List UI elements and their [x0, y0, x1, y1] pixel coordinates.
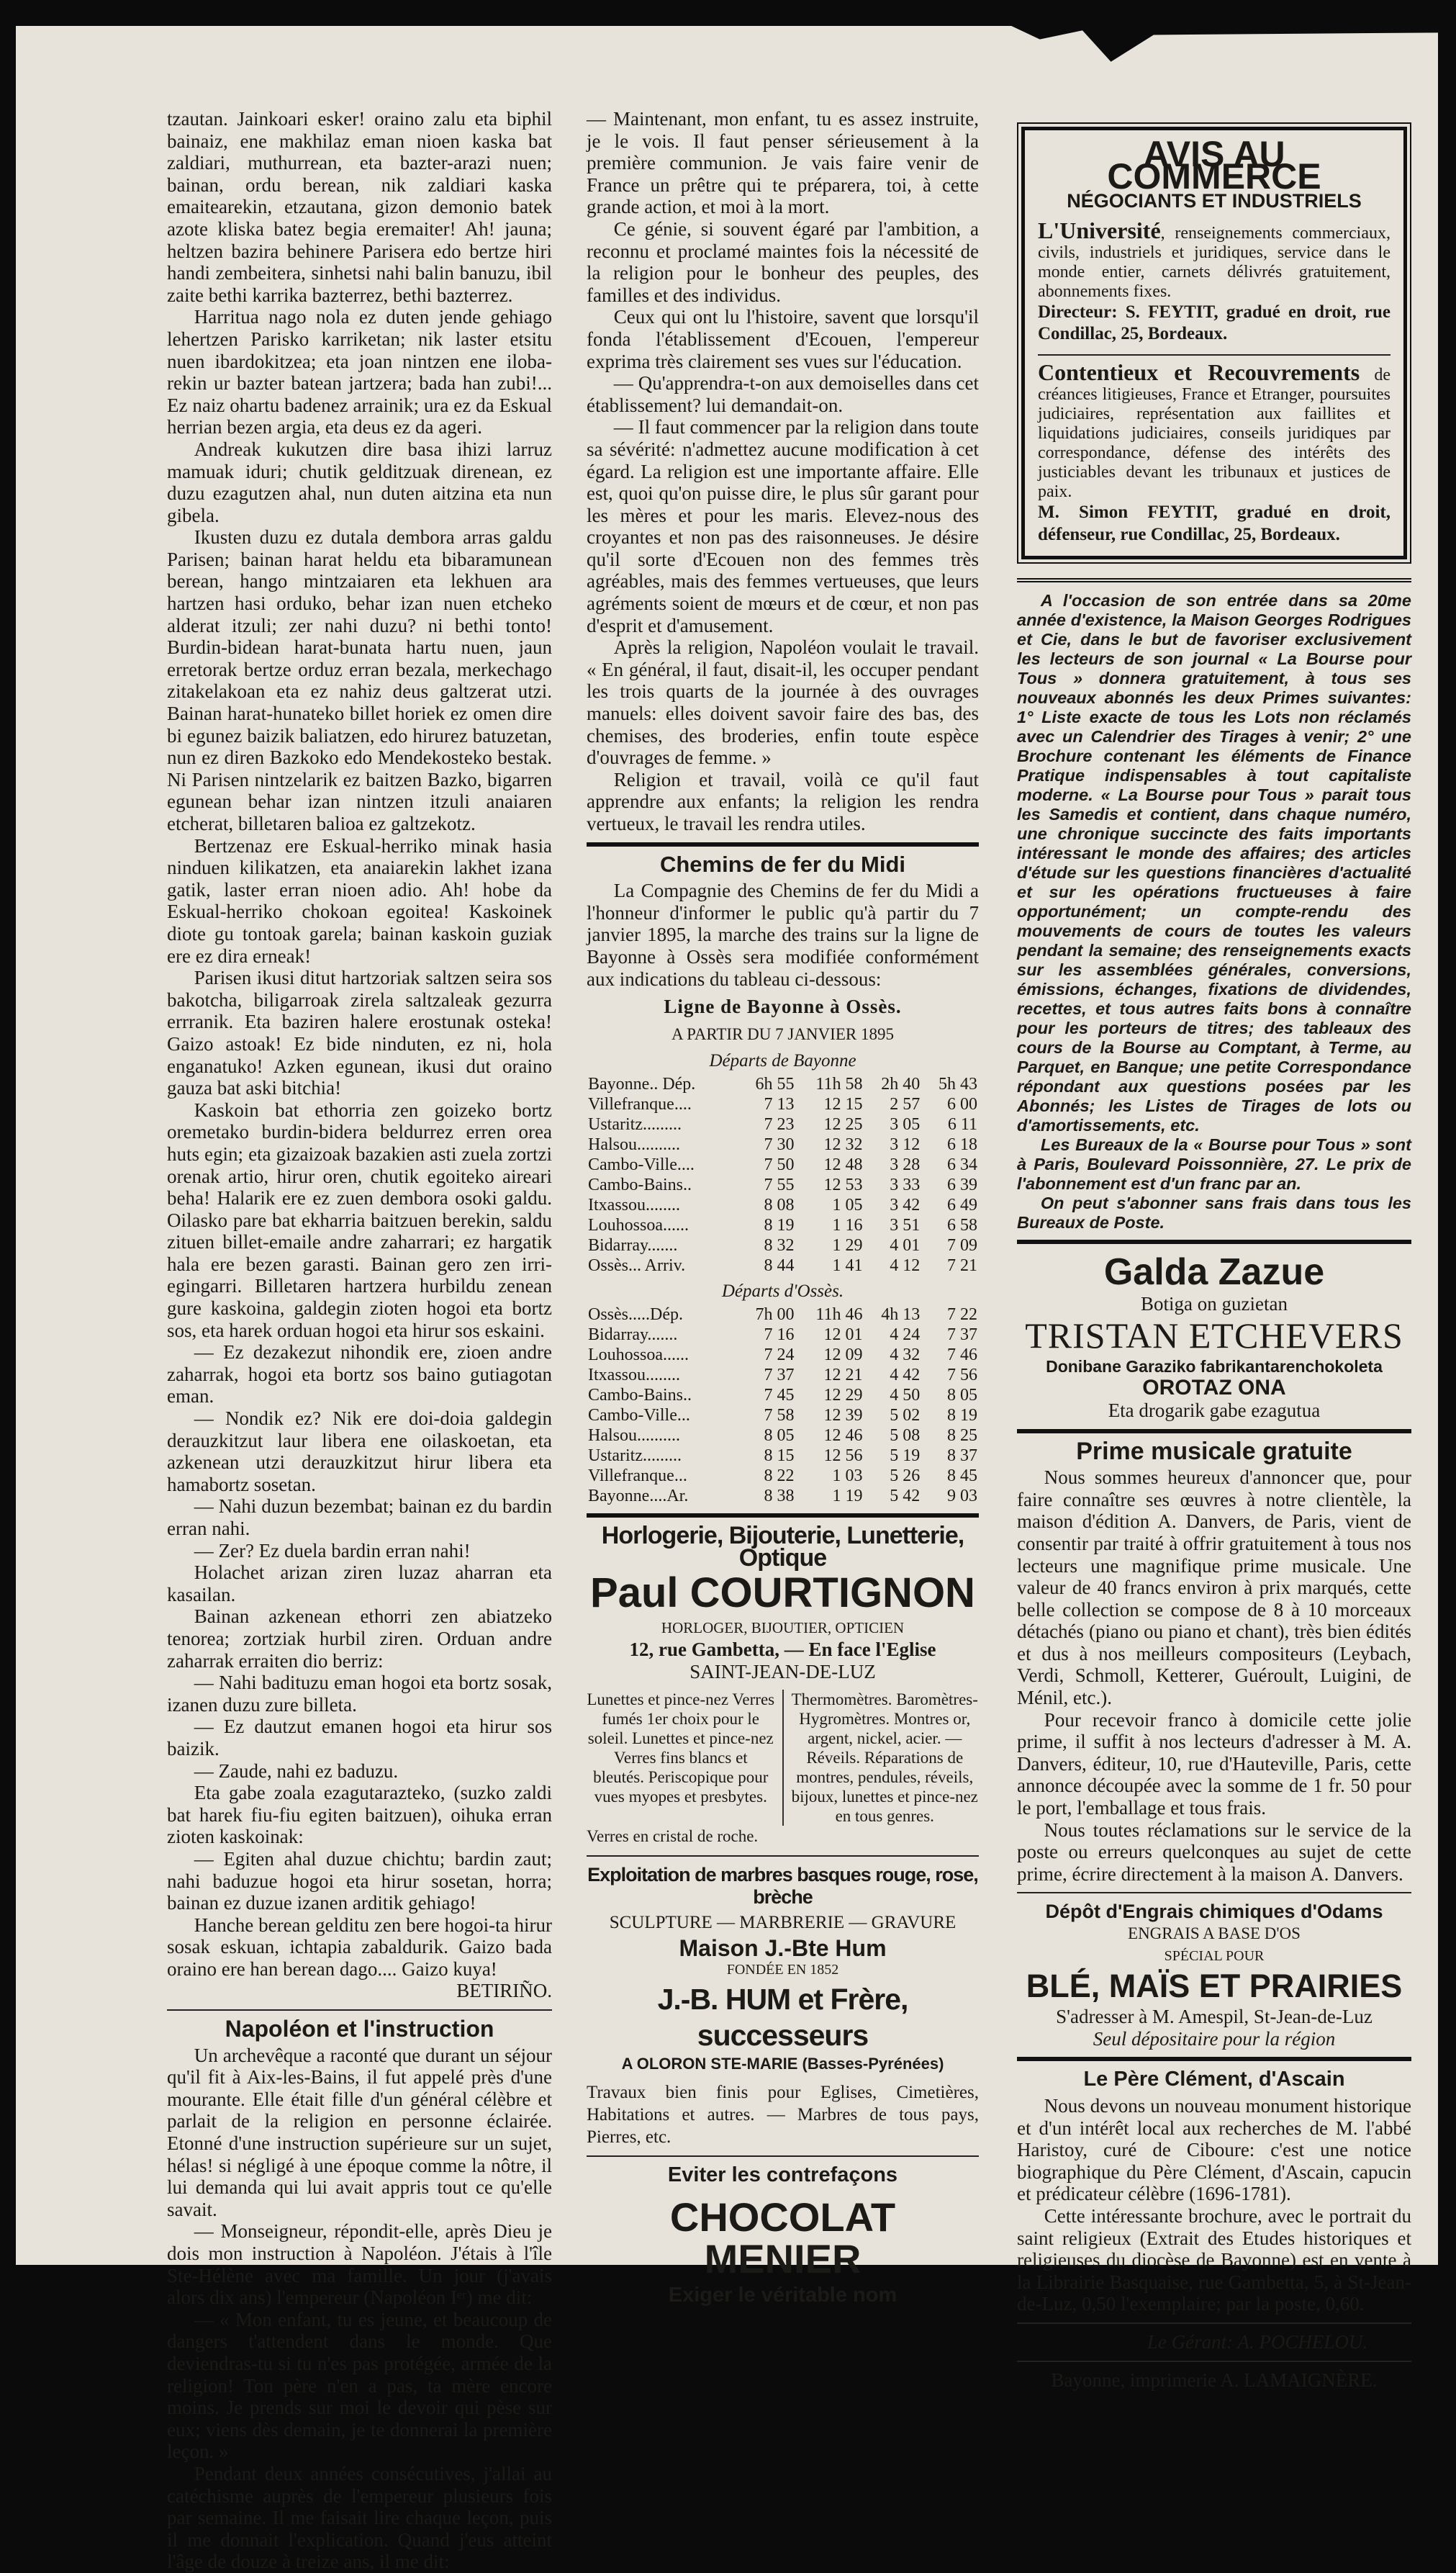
contentieux-text: de créances litigieuses, France et Etranger, poursuites judiciaires, représentation aux faillites et liquidations judiciaires, conseils juridiques par correspondance, défense des intérêts des justiciables devant les tribunaux et justices de paix.: [1038, 365, 1391, 501]
time: 1 03: [832, 1466, 863, 1486]
time: 7 45: [764, 1386, 795, 1405]
galda-subtitle: Botiga on guzietan: [1141, 1293, 1288, 1315]
station: Louhossoa......: [588, 1346, 689, 1365]
station: Ossès... Arriv.: [588, 1256, 686, 1276]
time: 12 56: [823, 1446, 863, 1466]
avis-box: [1021, 127, 1407, 559]
time: 4 01: [890, 1236, 921, 1256]
time: 7 56: [947, 1366, 977, 1385]
paragraph: Andreak kukutzen dire basa ihizi larruz mamuak iduri; chutik gelditzuak direnean, ez duzu ezagutzen ahal, nun duten aitzina eta nun gibela.: [167, 438, 552, 526]
paragraph: Holachet arizan ziren luzaz aharran eta kasailan.: [167, 1562, 552, 1605]
time: 7 37: [947, 1325, 977, 1345]
time: 7 24: [764, 1346, 795, 1365]
paragraph: Ceux qui ont lu l'histoire, savent que lorsqu'il fonda l'établissement d'Ecouen, l'empereur exprima très clairement ses vues sur l'éducation.: [587, 306, 979, 372]
horlogerie-name: Paul COURTIGNON: [590, 1569, 975, 1616]
orotaz-ona: OROTAZ ONA: [1142, 1376, 1286, 1400]
paragraph: — Nahi duzun bezembat; bainan ez du bardin erran nahi.: [167, 1495, 552, 1539]
time: 7 37: [764, 1366, 795, 1385]
time: 4 24: [890, 1325, 921, 1345]
time: 5 26: [890, 1466, 921, 1486]
pere-clement-title: Le Père Clément, d'Ascain: [1083, 2068, 1345, 2091]
time: 7 46: [947, 1346, 977, 1365]
table-row: [587, 1074, 979, 1094]
universite-text: , renseignements commerciaux, civils, industriels et juridiques, service dans le monde entier, carnets délivrés gratuitement, abonnements fixes.: [1038, 223, 1391, 301]
horlogerie-city: SAINT-JEAN-DE-LUZ: [689, 1660, 876, 1682]
marbre-trade: SCULPTURE — MARBRERIE — GRAVURE: [609, 1913, 957, 1933]
marbre-city: A OLORON STE-MARIE (Basses-Pyrénées): [621, 2054, 944, 2073]
chocolat-brand: CHOCOLAT: [669, 2194, 896, 2240]
chocolat-brand-name: MENIER: [704, 2235, 862, 2281]
time: 1 05: [832, 1196, 863, 1215]
horlogerie-heading: Horlogerie, Bijouterie, Lunetterie, Optique: [601, 1522, 964, 1572]
tristan-subtitle: Donibane Garaziko fabrikantarenchokoleta: [1046, 1356, 1383, 1376]
marbre-successeurs: J.-B. HUM et Frère, successeurs: [657, 1982, 908, 2052]
table-row: [587, 1385, 979, 1405]
column-advertisements: [1017, 115, 1411, 2391]
time: 3 12: [890, 1135, 921, 1155]
time: 7 13: [764, 1095, 795, 1114]
universite-name: L'Université: [1038, 217, 1161, 243]
time: 1 41: [832, 1256, 863, 1276]
chocolat-exiger: Exiger le véritable nom: [668, 2283, 897, 2307]
table-row: [587, 1486, 979, 1506]
station: Ustaritz.........: [588, 1115, 682, 1135]
divider: [587, 1513, 979, 1518]
station: Louhossoa......: [588, 1216, 689, 1235]
time: 6 11: [947, 1115, 977, 1135]
divider: [587, 1855, 979, 1857]
time: 7 50: [764, 1155, 795, 1175]
station: Cambo-Bains..: [588, 1386, 692, 1405]
time: 4 12: [890, 1256, 921, 1276]
station: Ustaritz.........: [588, 1446, 682, 1466]
table-row: [587, 1135, 979, 1155]
table-row: [587, 1094, 979, 1114]
avis-title: AVIS AU COMMERCE: [1107, 134, 1321, 197]
paragraph: Nous toutes réclamations sur le service de la poste ou erreurs quelconques au sujet de cette prime, écrire directement à la maison A. Danvers.: [1017, 1819, 1411, 1885]
paragraph: Parisen ikusi ditut hartzoriak saltzen seira sos bakotcha, biligarroak zirela saltzaleak gezurra errranik. Eta baziren halere erostunak osteka! Gaizo astoak! Ez bide ninduten, ez ni, hola enganatuko! Azken egunean, ikusi dut oraino gauza bat aski bitchia!: [167, 967, 552, 1099]
divider: [1017, 2361, 1411, 2362]
time: 8 45: [947, 1466, 977, 1486]
time: 7 23: [764, 1115, 795, 1135]
column-napoleon-rail-ads: [587, 108, 979, 2306]
engrais-special: SPÉCIAL POUR: [1164, 1947, 1265, 1964]
time: 11h 46: [815, 1305, 863, 1325]
bourse-abonnement: On peut s'abonner sans frais dans tous les Bureaux de Poste.: [1017, 1194, 1411, 1233]
bourse-bureaux: Les Bureaux de la « Bourse pour Tous » sont à Paris, Boulevard Poissonnière, 27. Le prix de l'abonnement est d'un franc par an.: [1017, 1135, 1411, 1194]
time: 6h 55: [755, 1075, 795, 1094]
engrais-depositaire: Seul dépositaire pour la région: [1093, 2027, 1336, 2050]
paragraph: Bainan azkenean ethorri zen abiatzeko tenorea; zortziak hurbil ziren. Orduan andre zaharrak erraiten dio berriz:: [167, 1605, 552, 1672]
paragraph: Harritua nago nola ez duten jende gehiago lehertzen Parisko karriketan; nik laster etsitu nuen ibardokitzea; eta joan nintzen ene iloba-rekin ur bazter batean jartzera; bada han zubi!... Ez naiz ohartu badenez arrainik; ura ez da Eskual herrian bezen argia, eta deus ez da ageri.: [167, 306, 552, 438]
ble-mais-prairies: BLÉ, MAÏS ET PRAIRIES: [1026, 1968, 1403, 2005]
time: 7 58: [764, 1406, 795, 1425]
paragraph: — Maintenant, mon enfant, tu es assez instruite, je le vois. Il faut penser sérieusement à la première communion. Je vais faire venir de France un prêtre qui te préparera, toi, à cette grande action, et moi à la mort.: [587, 108, 979, 218]
rail-date: A PARTIR DU 7 JANVIER 1895: [672, 1024, 894, 1043]
paragraph: Ikusten duzu ez dutala dembora arras galdu Parisen; bainan harat heldu eta bibaramunean berean, hango mintzaiaren eta lekhuen ara hartzen hasi orduko, behar izan nuen etcheko alderat itzuli; zer nahi duzu? ni bethi tonto! Burdin-bidean harat-bunata hartu nuen, jaun erretorak bertze orduz erran bezala, merkechago zitakelakoan eta ez nahiz deus galtzerat utzi. Bainan harat-hunateko billet horiek ez omen dire bi egunez baizik baliatzen, edo hirurez batuzetan, nun ez diren Bazkoko edo Mendekosteko bestak. Ni Parisen nintzelarik ez baitzen Bazko, bigarren egunean behar izan nintzen itzuli anaiaren etcherat, billetaren balioa ez galtzekotz.: [167, 526, 552, 834]
divider: [587, 842, 979, 847]
time: 5h 43: [939, 1075, 977, 1094]
marbre-founded: FONDÉE EN 1852: [726, 1962, 839, 1978]
orotaz-subtitle: Eta drogarik gabe ezagutua: [1108, 1399, 1321, 1421]
table-row: [587, 1114, 979, 1135]
station: Bidarray.......: [588, 1325, 678, 1345]
paragraph: — Ez dautzut emanen hogoi eta hirur sos baizik.: [167, 1716, 552, 1759]
galda-title: Galda Zazue: [1103, 1251, 1325, 1294]
table-row: [587, 1446, 979, 1466]
paragraph: — Il faut commencer par la religion dans toute sa sévérité: n'admettez aucune modification à cet égard. La religion est une importante affaire. Elle est, quoi qu'on puisse dire, le plus sûr garant pour les mères et pour les maris. Elevez-nous des croyantes et non pas des raisonneuses. Je désire qu'il sorte d'Ecouen non des femmes très agréables, mais des femmes vertueuses, que leurs agréments soient de mœurs et de cœur, et non pas d'esprit et d'amusement.: [587, 416, 979, 636]
paragraph: — Nondik ez? Nik ere doi-doia galdegin derauzkitzut laur libera ene oilaskoetan, eta azkenean utzi derauzkitzut hirur libera eta hamabortz sosetan.: [167, 1407, 552, 1495]
time: 11h 58: [815, 1075, 863, 1094]
time: 7 21: [947, 1256, 977, 1276]
paragraph: Kaskoin bat ethorria zen goizeko bortz oremetako burdin-bidera beldurrez erren orea huts egin; eta gizaizoak bazakien asti zuela zortzi orenak artio, hirur oren, chutik egoiteko aireari beha! Halarik ere ez zuen dembora osoki galdu. Oilasko pare bat ekharria baitzuen berekin, saldu zituen billet-emaile andre zaharrari; ez hargatik hala ere bezen garasti. Bainan gero zen irri-egingarri. Billetaren hartzera hurbildu zenean gure kaskoina, galdegin zioten hogoi eta bortz sos, eta harek orduan hogoi eta hirur sos eskaini.: [167, 1099, 552, 1341]
time: 12 15: [823, 1095, 863, 1114]
table-row: [587, 1425, 979, 1446]
time: 8 19: [764, 1216, 795, 1235]
table-row: [587, 1365, 979, 1385]
marbre-text: Travaux bien finis pour Eglises, Cimetières, Habitations et autres. — Marbres de tous pays, Pierres, etc.: [587, 2083, 979, 2147]
column-basque-story: [167, 108, 552, 2573]
time: 8 22: [764, 1466, 795, 1486]
time: 8 37: [947, 1446, 977, 1466]
signature: BETIRIÑO.: [456, 1980, 552, 2002]
paragraph: Nous devons un nouveau monument historique et d'un intérêt local aux recherches de M. l'abbé Haristoy, curé de Ciboure: c'est une notice biographique du Père Clément, d'Ascain, capucin et prédicateur célèbre (1696-1781).: [1017, 2094, 1411, 2205]
paragraph: Ce génie, si souvent égaré par l'ambition, a reconnu et proclamé maintes fois la nécessité de la religion pour le bonheur des peuples, des familles et des individus.: [587, 217, 979, 306]
time: 8 08: [764, 1196, 795, 1215]
paragraph: Pour recevoir franco à domicile cette jolie prime, il suffit à nos lecteurs d'adresser à M. A. Danvers, éditeur, 10, rue d'Hauteville, Paris, cette annonce découpée avec la somme de 1 fr. 50 pour le port, l'emballage et tous frais.: [1017, 1708, 1411, 1819]
table-row: [587, 1155, 979, 1175]
time: 8 15: [764, 1446, 795, 1466]
paragraph: Eta gabe zoala ezagutarazteko, (suzko zaldi bat harek fiu-fiu egiten baitzuen), oihuka erran zioten kaskoinak:: [167, 1782, 552, 1848]
table-row: [587, 1405, 979, 1425]
station: Halsou..........: [588, 1426, 680, 1446]
station: Ossès.....Dép.: [588, 1305, 683, 1325]
table-row: [587, 1325, 979, 1345]
time: 4h 13: [881, 1305, 921, 1325]
products-left: Lunettes et pince-nez Verres fumés 1er choix pour le soleil. Lunettes et pince-nez Verres fins blancs et bleutés. Periscopique pour vues myopes et presbytes.: [587, 1690, 784, 1826]
marbre-heading: Exploitation de marbres basques rouge, rose, brèche: [587, 1863, 978, 1908]
time: 7 16: [764, 1325, 795, 1345]
time: 3 51: [890, 1216, 921, 1235]
paragraph: Religion et travail, voilà ce qu'il faut apprendre aux enfants; la religion les rendra vertueux, le travail les rendra utiles.: [587, 768, 979, 834]
universite-director: Directeur: S. FEYTIT, gradué en droit, rue Condillac, 25, Bordeaux.: [1038, 302, 1391, 344]
time: 3 42: [890, 1196, 921, 1215]
table-row: [587, 1215, 979, 1235]
horlogerie-footnote: Verres en cristal de roche.: [587, 1827, 759, 1846]
paragraph: Un archevêque a raconté que durant un séjour qu'il fit à Aix-les-Bains, il fut appelé près d'une mourante. Elle était fille d'un général célèbre et parlait de la religion en personne éclairée. Etonné d'une instruction supérieure sur un sujet, hélas! si négligé à une époque comme la nôtre, il lui demanda qui lui avait appris tout ce qu'elle savait.: [167, 2044, 552, 2220]
paragraph: — Zaude, nahi ez baduzu.: [194, 1759, 399, 1782]
engrais-address: S'adresser à M. Amespil, St-Jean-de-Luz: [1056, 2006, 1373, 2028]
time: 12 53: [823, 1176, 863, 1195]
time: 6 49: [947, 1196, 977, 1215]
time: 3 33: [890, 1176, 921, 1195]
time: 6 34: [947, 1155, 977, 1175]
station: Villefranque....: [588, 1095, 692, 1114]
time: 8 05: [947, 1386, 977, 1405]
time: 7 30: [764, 1135, 795, 1155]
time: 7 22: [947, 1305, 977, 1325]
prime-title: Prime musicale gratuite: [1076, 1437, 1352, 1465]
station: Cambo-Bains..: [588, 1176, 692, 1195]
time: 8 44: [764, 1256, 795, 1276]
divider: [1017, 1892, 1411, 1893]
rail-title: Chemins de fer du Midi: [659, 851, 906, 877]
divider: [587, 2155, 979, 2157]
time: 6 18: [947, 1135, 977, 1155]
table-row: [587, 1256, 979, 1276]
time: 4 50: [890, 1386, 921, 1405]
divider: [1017, 2322, 1411, 2324]
time: 12 21: [823, 1366, 863, 1385]
divider: [1017, 1240, 1411, 1244]
station: Itxassou........: [588, 1366, 680, 1385]
engrais-heading: Dépôt d'Engrais chimiques d'Odams: [1045, 1901, 1383, 1923]
paragraph: Hanche berean gelditu zen bere hogoi-ta hirur sosak eskuan, ichtapia zabaldurik. Gaizo bada oraino ere han berean dago.... Gaizo kuya!: [167, 1914, 552, 1980]
table-row: [587, 1195, 979, 1215]
contentieux-director: M. Simon FEYTIT, gradué en droit, défenseur, rue Condillac, 25, Bordeaux.: [1038, 502, 1391, 544]
time: 5 08: [890, 1426, 921, 1446]
time: 7 09: [947, 1236, 977, 1256]
paragraph: — Ez dezakezut nihondik ere, zioen andre zaharrak, hogoi eta bortz sos baino gutiagotan eman.: [167, 1341, 552, 1407]
table-row: [587, 1175, 979, 1195]
time: 6 58: [947, 1216, 977, 1235]
table-row: [587, 1235, 979, 1256]
contentieux-name: Contentieux et Recouvrements: [1038, 359, 1360, 385]
paragraph: Bertzenaz ere Eskual-herriko minak hasia ninduen kilikatzen, eta anaiarekin lakhet izana gatik, laster erran nioen adio. Ah! hobe da Eskual-herriko chokoan egoitea! Kaskoinek diote gu tontoak garela; bainan kaskoin guziak ere ez dira erneak!: [167, 834, 552, 967]
paragraph: Nous sommes heureux d'annoncer que, pour faire connaître ses œuvres à notre clientèle, la maison d'édition A. Danvers, de Paris, vient de consentir par traité à offrir gratuitement à tous nos lecteurs une magnifique prime musicale. Une valeur de 40 francs environ à prix marqués, cette belle collection se compose de 8 à 10 morceaux détachés (piano ou piano et chant), très bien édités et dus à nos meilleurs compositeurs (Leybach, Verdi, Schmoll, Ketterer, Guéroult, Luigini, de Ménil, etc.).: [1017, 1466, 1411, 1709]
bourse-text: A l'occasion de son entrée dans sa 20me année d'existence, la Maison Georges Rodrigues et Cie, dans le but de favoriser exclusivement les lecteurs de son journal « La Bourse pour Tous » donnera gratuitement, à tous ses nouveaux abonnés les deux Primes suivantes: 1° Liste exacte de tous les Lots non réclamés avec un Calendrier des Tirages à venir; 2° une Brochure contenant les éléments de Finance Pratique indispensables à tout capitaliste moderne. « La Bourse pour Tous » parait tous les Samedis et contient, dans chaque numéro, une chronique succincte des faits importants intéressant le monde des affaires; des articles d'étude sur les questions financières d'actualité et sur les opérations fructueuses à faire opportunément; un compte-rendu des mouvements de cours de toutes les valeurs pendant la semaine; des renseignements exacts sur les assemblées générales, conversions, émissions, échanges, fixations de dividendes, recettes, et tous autres faits bons à connaître pour les porteurs de titres; des tableaux des cours de la Bourse au Comptant, à Terme, au Parquet, en Banque; une petite Correspondance répondant aux questions posées par les Abonnés; les Listes de Tirages de lots ou d'amortissements, etc.: [1017, 591, 1411, 1135]
time: 5 02: [890, 1406, 921, 1425]
horlogerie-address: 12, rue Gambetta, — En face l'Eglise: [629, 1639, 936, 1661]
time: 8 19: [947, 1406, 977, 1425]
chocolat-warning: Eviter les contrefaçons: [667, 2163, 898, 2187]
time: 8 05: [764, 1426, 795, 1446]
time: 5 19: [890, 1446, 921, 1466]
time: 6 00: [947, 1095, 977, 1114]
time: 1 19: [832, 1487, 863, 1506]
time: 8 25: [947, 1426, 977, 1446]
gerant: Le Gérant: A. POCHELOU.: [1147, 2330, 1368, 2353]
horlogerie-products: [587, 1690, 979, 1826]
time: 12 29: [823, 1386, 863, 1405]
rail-intro: La Compagnie des Chemins de fer du Midi a l'honneur d'informer le public qu'à partir du 7 janvier 1895, la marche des trains sur la ligne de Bayonne à Ossès sera modifiée conformément aux indications du tableau ci-dessous:: [587, 880, 979, 990]
tristan-name: TRISTAN ETCHEVERS: [1025, 1315, 1403, 1356]
napoleon-title: Napoléon et l'instruction: [225, 2016, 494, 2042]
time: 2 57: [890, 1095, 921, 1114]
time: 1 29: [832, 1236, 863, 1256]
avis-subtitle: NÉGOCIANTS ET INDUSTRIELS: [1067, 190, 1362, 212]
paragraph: tzautan. Jainkoari esker! oraino zalu eta biphil bainaiz, ene makhilaz eman nioen kaska bat zaldiari, muthurrean, eta bazter-arazi nuen; bainan, ordu berean, nik zaldiari kaska emaitearekin, etzautana, gizon demonio batek azote kliska batez begia eremaiter! Ah! jauna; heltzen bazira behinere Parisera edo bertze hiri handi zembeitera, sinhetsi nahi balin banuzu, ibil zaite bethi karrika bazterrez, bethi bazterrez.: [167, 108, 552, 306]
station: Cambo-Ville...: [588, 1406, 690, 1425]
engrais-subtitle: ENGRAIS A BASE D'OS: [1128, 1924, 1301, 1942]
time: 12 01: [823, 1325, 863, 1345]
horlogerie-trade: HORLOGER, BIJOUTIER, OPTICIEN: [661, 1618, 905, 1636]
time: 4 32: [890, 1346, 921, 1365]
paragraph: — Nahi badituzu eman hogoi eta bortz sosak, izanen duzu zure billeta.: [167, 1672, 552, 1716]
time: 9 03: [947, 1487, 977, 1506]
table-row: [587, 1304, 979, 1325]
divider: [1017, 1429, 1411, 1433]
station: Bayonne....Ar.: [588, 1487, 689, 1506]
time: 12 39: [823, 1406, 863, 1425]
time: 3 28: [890, 1155, 921, 1175]
time: 7 55: [764, 1176, 795, 1195]
timetable-heading: Départs de Bayonne: [709, 1051, 856, 1071]
station: Cambo-Ville....: [588, 1155, 695, 1175]
paragraph: — Monseigneur, répondit-elle, après Dieu je dois mon instruction à Napoléon. J'étais à l'île Ste-Hélène avec ma famille. Un jour (j'avais alors dix ans) l'empereur (Napoléon Iᵉʳ) me dit:: [167, 2220, 552, 2309]
time: 1 16: [832, 1216, 863, 1235]
time: 12 48: [823, 1155, 863, 1175]
paragraph: — Egiten ahal duzue chichtu; bardin zaut; nahi baduzue hogoi eta hirur sosetan, horra; bainan ez duzue izanen arditik gehiago!: [167, 1847, 552, 1914]
divider: [1017, 578, 1411, 584]
station: Villefranque...: [588, 1466, 687, 1486]
time: 3 05: [890, 1115, 921, 1135]
timetable-heading: Départs d'Ossès.: [721, 1281, 844, 1302]
time: 4 42: [890, 1366, 921, 1385]
rail-line: Ligne de Bayonne à Ossès.: [664, 996, 902, 1018]
time: 12 09: [823, 1346, 863, 1365]
time: 8 32: [764, 1236, 795, 1256]
paragraph: — Zer? Ez duela bardin erran nahi!: [194, 1539, 471, 1562]
table-row: [587, 1466, 979, 1486]
station: Bidarray.......: [588, 1236, 678, 1256]
station: Itxassou........: [588, 1196, 680, 1215]
time: 7h 00: [755, 1305, 795, 1325]
marbre-maison: Maison J.-Bte Hum: [679, 1934, 887, 1961]
paragraph: — Qu'apprendra-t-on aux demoiselles dans cet établissement? lui demandait-on.: [587, 372, 979, 416]
time: 5 42: [890, 1487, 921, 1506]
time: 6 39: [947, 1176, 977, 1195]
time: 8 38: [764, 1487, 795, 1506]
divider: [167, 2009, 552, 2011]
paragraph: Cette intéressante brochure, avec le portrait du saint religieux (Extrait des Etudes historiques et religieuses du diocèse de Bayonne) est en vente à la Librairie Basquaise, rue Gambetta, 5, à St-Jean-de-Luz, 0,50 l'exemplaire; par la poste, 0,60.: [1017, 2204, 1411, 2315]
station: Halsou..........: [588, 1135, 680, 1155]
station: Bayonne.. Dép.: [588, 1075, 696, 1094]
time: 2h 40: [881, 1075, 921, 1094]
paragraph: — « Mon enfant, tu es jeune, et beaucoup de dangers t'attendent dans le monde. Que deviendras-tu si tu n'es pas protégée, armée de la religion! Ton père n'en a pas, ta mère encore moins. Je prends sur moi le devoir qui pèse sur eux; viens dès demain, je te donnerai la première leçon. »: [167, 2308, 552, 2463]
timetable-bayonne: [587, 1045, 979, 1506]
time: 12 25: [823, 1115, 863, 1135]
imprimerie: Bayonne, imprimerie A. LAMAIGNÈRE.: [1051, 2369, 1378, 2391]
table-row: [587, 1345, 979, 1365]
divider: [1017, 2057, 1411, 2061]
time: 12 46: [823, 1426, 863, 1446]
paragraph: Après la religion, Napoléon voulait le travail. « En général, il faut, disait-il, les occuper pendant les trois quarts de la journée à des ouvrages manuels: elles doivent savoir faire des bas, des chemises, des broderies, enfin toute espèce d'ouvrages de femme. »: [587, 636, 979, 769]
products-right: Thermomètres. Baromètres-Hygromètres. Montres or, argent, nickel, acier. — Réveils. Réparations de montres, pendules, réveils, bijoux, lunettes et pince-nez en tous genres.: [791, 1690, 978, 1826]
time: 12 32: [823, 1135, 863, 1155]
divider: [1038, 354, 1391, 356]
paragraph: Pendant deux années consécutives, j'allai au catéchisme auprès de l'empereur plusieurs fois par semaine. Il me faisait lire chaque leçon, puis il me donnait l'explication. Quand j'eus atteint l'âge de douze à treize ans, il me dit:: [167, 2462, 552, 2573]
